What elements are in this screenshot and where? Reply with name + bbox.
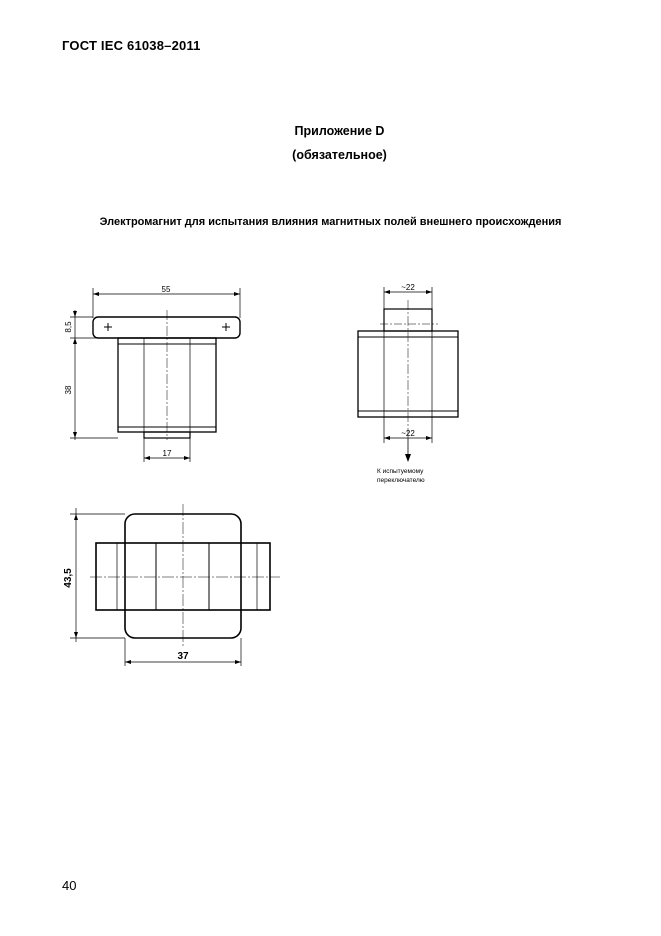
plus-icon-left [104, 323, 112, 331]
dim-38-label: 38 [64, 385, 73, 395]
top-view [63, 504, 280, 666]
annex-title: Приложение D [294, 124, 385, 138]
plus-icon-right [222, 323, 230, 331]
page-number: 40 [62, 878, 77, 893]
dim-37-label: 37 [177, 651, 189, 662]
dim-55-label: 55 [161, 285, 171, 294]
arrow-note-line2: переключателю [377, 477, 425, 484]
document-header: ГОСТ IEC 61038–2011 [62, 38, 201, 53]
dim-17-label: 17 [162, 449, 172, 458]
dim-8-5-label: 8,5 [64, 321, 73, 333]
arrow-down-icon [405, 454, 411, 462]
front-view [64, 285, 240, 462]
figure-title: Электромагнит для испытания влияния магнитных полей внешнего происхождения [99, 216, 562, 228]
dim-43-5-label: 43,5 [63, 568, 74, 588]
dim-22-bottom-label: ~22 [401, 429, 415, 438]
side-view [358, 283, 458, 484]
dim-22-top-label: ~22 [401, 283, 415, 292]
annex-status: (обязательное) [292, 148, 387, 162]
arrow-note-line1: К испытуемому [377, 468, 424, 475]
